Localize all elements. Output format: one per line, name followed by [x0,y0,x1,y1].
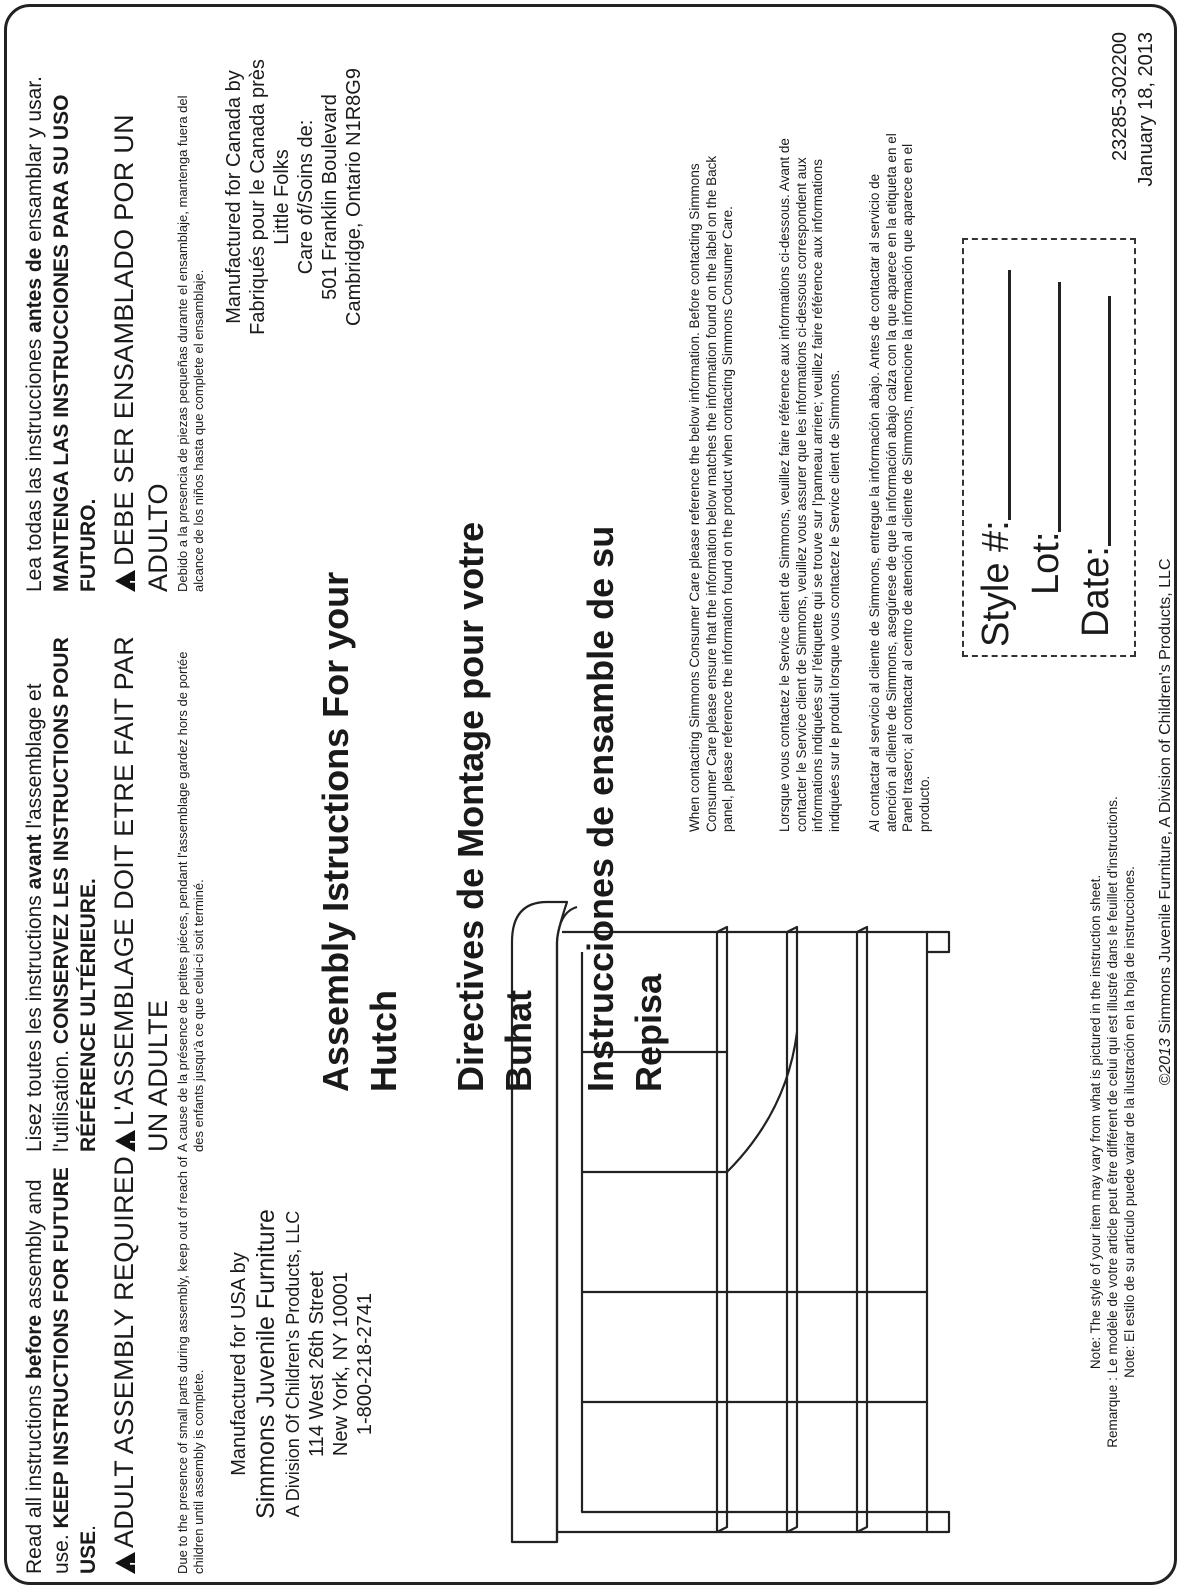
document-code: 23285-302200 January 18, 2013 [1109,32,1157,187]
lead-es: Lea todas las instrucciones antes de ensamblar y usar. MANTENGA LAS INSTRUCCIONES PARA SU USO FUTURO. [23,76,100,592]
lead-en: Read all instructions before assembly and use. KEEP INSTRUCTIONS FOR FUTURE USE. [23,1167,100,1574]
contact-fr: Lorsque vous contactez le Service client de Simmons, veuillez faire référence aux informations ci-dessous. Avant de contacter le Service client de Simmons, veuillez vous assurer que les informations ci-dessous correspondent aux informations indiquées sur l'étiquette qui se trouve sur l'panneau arriere; veuillez faire référence aux informations indiquées sur le produit lorsque vous contactez le Service client de Simmons. [777,138,842,832]
warning-text-en: Due to the presence of small parts during assembly, keep out of reach of children until assembly is complete. [175,1156,206,1574]
address-canada: Manufactured for Canada by Fabriqués pour le Canada près Little Folks Care of/Soins de: 501 Franklin Boulevard Cambridge, Ontario N1R8G9 [223,59,365,335]
notes: Note: The style of your item may vary from what is pictured in the instruction sheet. Remarque : Le modèle de votre article peut être différent de celui qui est illustré dans le feuillet d'instructions. Note: El estilo de su artículo puede variar de la ilustración en la hoja de instrucciones. [1088,796,1137,1448]
contact-en: When contacting Simmons Consumer Care please reference the below information. Before contacting Simmons Consumer Care please ensure that the information below matches the information found on the label on the Back panel, please reference the information found on the product when contacting Simmons Consumer Care. [687,155,735,832]
date-field: Date: [1072,296,1120,637]
title-en: Assembly Istructions For your Hutch [315,571,404,1092]
product-info-box [962,238,1136,657]
address-usa: Manufactured for USA by Simmons Juvenile Furniture A Division Of Children's Products, LLC 114 West 26th Street New York, NY 10001 1-800-218-2741 [228,1209,376,1519]
style-field: Style #: [972,270,1020,647]
hutch-illustration [487,892,957,1552]
title-fr: Directives de Montage pour votre Buhat [450,521,539,1092]
warning-icon [115,1130,135,1152]
warning-heading-fr: ! L'ASSEMBLAGE DOIT ETRE FAIT PAR UN ADULTE [107,632,175,1152]
warning-icon [115,570,135,592]
warning-heading-en: ! ADULT ASSEMBLY REQUIRED [107,1154,141,1574]
lot-field: Lot: [1022,282,1070,595]
warning-text-es: Debido a la presencia de piezas pequeñas durante el ensamblaje, mantenga fuera del alcance de los niños hasta que complete el ensamblaje. [175,95,206,592]
copyright: ©2013 Simmons Juvenile Furniture, A Division of Children's Products, LLC [1157,558,1174,1086]
warning-icon [115,1552,135,1574]
title-es: Instrucciones de ensamble de su Repisa [580,525,669,1092]
rotated-sheet [7,7,1177,1585]
contact-es: Al contactar al servicio al cliente de Simmons, entregue la información abajo. Antes de contactar al servicio de atención al cliente de Simmons, asegúrese de que la información abajo calza con la que aparece en la etiqueta en el Panel trasero; al contactar al centro de atención al cliente de Simmons, mencione la información que aparece en el producto. [867,133,932,832]
document-frame [4,4,1177,1585]
lead-fr: Lisez toutes les instructions avant l'assemblage et l'utilisation. CONSERVEZ LES INSTRUCTIONS POUR RÉFÉRENCE ULTÉRIEURE. [23,637,100,1152]
warning-heading-es: ! DEBE SER ENSAMBLADO POR UN ADULTO [107,72,175,592]
warning-text-fr: A cause de la présence de petites piéces, pendant l'assemblage gardez hors de portée des enfants jusqu'à ce que celui-ci soit terminé. [175,651,206,1152]
